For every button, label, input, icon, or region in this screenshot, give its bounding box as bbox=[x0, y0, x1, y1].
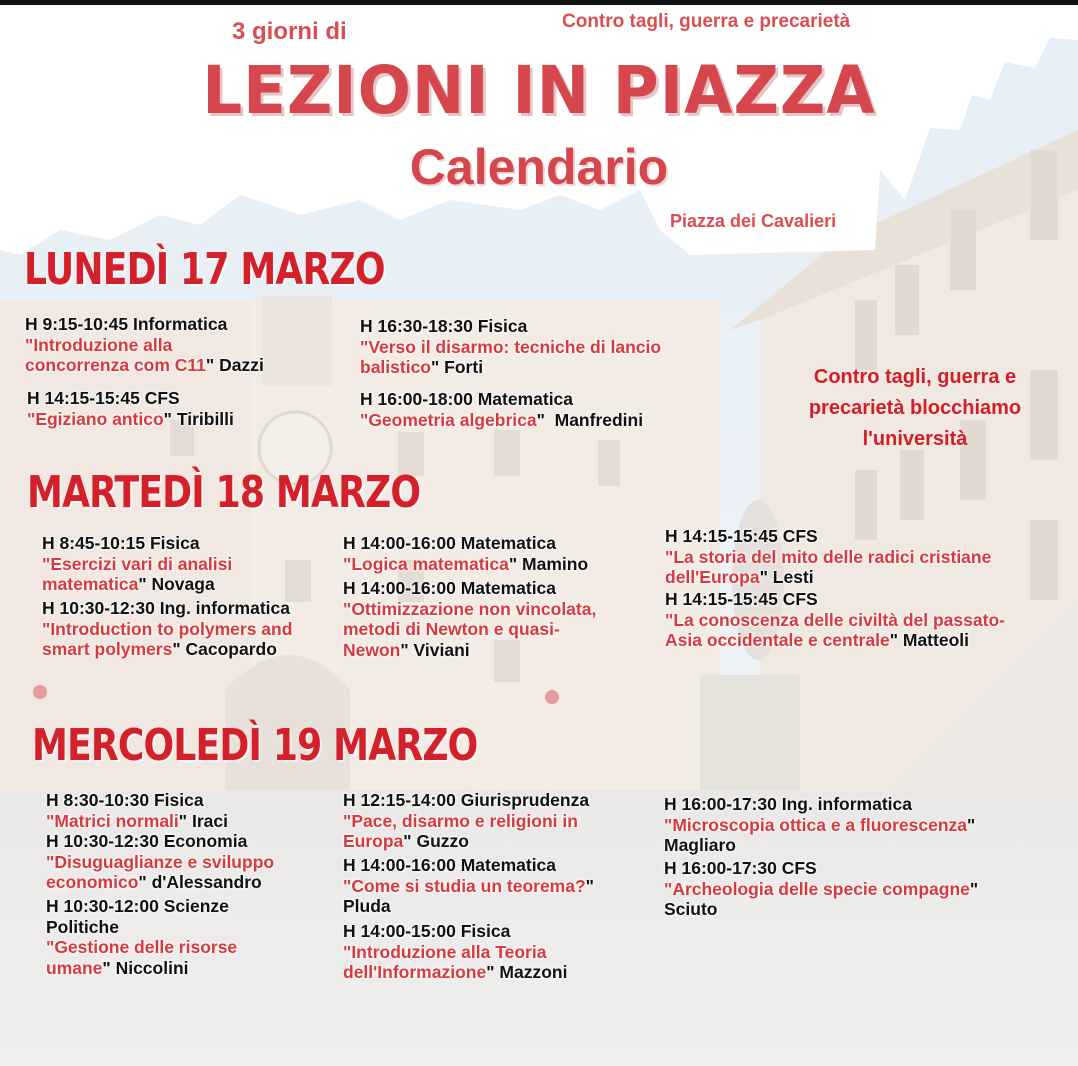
event-block: H 8:30-10:30 Fisica "Matrici normali" Iraci bbox=[46, 790, 228, 831]
event-speaker: d'Alessandro bbox=[151, 872, 262, 892]
event-time-subject: H 16:00-17:30 CFS bbox=[664, 858, 817, 878]
event-time-subject: H 10:30-12:00 Scienze bbox=[46, 896, 229, 916]
event-time-subject: H 16:30-18:30 Fisica bbox=[360, 316, 528, 336]
event-title: matematica bbox=[42, 574, 139, 594]
slogan-right bbox=[780, 362, 1050, 455]
event-speaker: Tiribilli bbox=[176, 408, 234, 429]
event-block: H 10:30-12:30 Economia "Disuguaglianze e sviluppo economico" d'Alessandro bbox=[46, 831, 275, 892]
poster-title: LEZIONI IN PIAZZA bbox=[202, 52, 876, 129]
event-block: H 8:45-10:15 Fisica "Esercizi vari di analisi matematica" Novaga bbox=[42, 533, 233, 594]
event-block: H 16:00-17:30 Ing. informatica "Microscopia ottica e a fluorescenza" Magliaro bbox=[664, 794, 976, 855]
event-time-subject: H 16:00-18:00 Matematica bbox=[360, 389, 574, 409]
event-block: H 14:00-16:00 Matematica "Ottimizzazione non vincolata, metodi di Newton e quasi- Newon" Viviani bbox=[343, 578, 597, 660]
slogan-top: Contro tagli, guerra e precarietà bbox=[562, 11, 851, 32]
event-title: La storia del mito delle radici cristiane bbox=[673, 546, 992, 567]
event-title: Matrici normali bbox=[54, 810, 179, 831]
event-title: Microscopia ottica e a fluorescenza bbox=[672, 814, 967, 835]
event-title: balistico bbox=[360, 357, 431, 377]
event-title: Esercizi vari di analisi bbox=[50, 553, 233, 574]
event-title: smart polymers bbox=[42, 639, 173, 659]
event-title: Europa bbox=[343, 831, 404, 851]
day-heading-wednesday: MERCOLEDÌ 19 MARZO bbox=[32, 720, 478, 771]
event-block: H 12:15-14:00 Giurisprudenza "Pace, disarmo e religioni in Europa" Guzzo bbox=[343, 790, 590, 851]
event-speaker: Magliaro bbox=[664, 835, 736, 855]
event-block: H 10:30-12:30 Ing. informatica "Introduction to polymers and smart polymers" Cacopardo bbox=[42, 598, 293, 659]
event-block: H 10:30-12:00 Scienze Politiche "Gestione delle risorse umane" Niccolini bbox=[46, 896, 238, 978]
event-title: dell'Informazione bbox=[343, 962, 487, 982]
event-block: H 16:30-18:30 Fisica "Verso il disarmo: tecniche di lancio balistico" Forti bbox=[360, 316, 662, 377]
event-time-subject: H 14:15-15:45 CFS bbox=[27, 388, 180, 408]
event-block: H 14:15-15:45 CFS "Egiziano antico" Tiribilli bbox=[27, 388, 234, 429]
top-border bbox=[0, 0, 1078, 5]
event-time-subject: H 12:15-14:00 Giurisprudenza bbox=[343, 790, 590, 810]
event-speaker: Guzzo bbox=[416, 831, 469, 851]
event-title: economico bbox=[46, 872, 139, 892]
event-speaker: Lesti bbox=[772, 567, 814, 587]
event-speaker: Viviani bbox=[413, 639, 470, 660]
event-speaker: Mamino bbox=[522, 553, 589, 574]
event-title: Come si studia un teorema? bbox=[351, 875, 586, 896]
slogan-line: l'università bbox=[862, 428, 968, 450]
event-title: Egiziano antico bbox=[35, 408, 164, 429]
event-block: H 14:00-15:00 Fisica "Introduzione alla Teoria dell'Informazione" Mazzoni bbox=[343, 921, 568, 982]
event-time-subject: H 10:30-12:30 Economia bbox=[46, 831, 248, 851]
day-heading-tuesday: MARTEDÌ 18 MARZO bbox=[27, 467, 421, 518]
event-block: H 16:00-17:30 CFS "Archeologia delle specie compagne" Sciuto bbox=[664, 858, 979, 919]
event-time-subject: H 10:30-12:30 Ing. informatica bbox=[42, 598, 290, 618]
event-block: H 16:00-18:00 Matematica "Geometria algebrica" Manfredini bbox=[360, 389, 644, 430]
event-time-subject: H 8:45-10:15 Fisica bbox=[42, 533, 200, 553]
event-title: umane bbox=[46, 957, 103, 978]
event-title: Introduction to polymers and bbox=[50, 618, 293, 639]
event-speaker: Dazzi bbox=[219, 355, 264, 375]
event-title: Asia occidentale e centrale bbox=[665, 630, 890, 650]
event-speaker: Iraci bbox=[191, 810, 228, 831]
event-time-subject: H 14:15-15:45 CFS bbox=[665, 526, 818, 546]
event-block: H 9:15-10:45 Informatica "Introduzione alla concorrenza com C11" Dazzi bbox=[25, 314, 264, 375]
event-title: Pace, disarmo e religioni in bbox=[351, 810, 578, 831]
event-speaker: Forti bbox=[444, 357, 484, 377]
event-speaker: Novaga bbox=[151, 574, 215, 594]
event-title: Geometria algebrica bbox=[368, 409, 537, 430]
event-speaker: Sciuto bbox=[664, 899, 718, 919]
event-time-subject: H 14:00-16:00 Matematica bbox=[343, 533, 557, 553]
event-title: Introduzione alla bbox=[33, 334, 173, 355]
event-speaker: Manfredini bbox=[554, 409, 644, 430]
event-speaker: Pluda bbox=[343, 896, 391, 916]
event-speaker: Matteoli bbox=[902, 630, 969, 650]
event-title: dell'Europa bbox=[665, 567, 760, 587]
event-speaker: Cacopardo bbox=[185, 639, 277, 659]
slogan-line: Contro tagli, guerra e bbox=[813, 366, 1017, 388]
event-time-subject: H 14:15-15:45 CFS bbox=[665, 589, 818, 609]
poster-subtitle: Calendario bbox=[409, 139, 669, 195]
event-title: Logica matematica bbox=[351, 553, 509, 574]
poster-kicker: 3 giorni di bbox=[232, 18, 347, 45]
event-block: H 14:00-16:00 Matematica "Logica matematica" Mamino bbox=[343, 533, 589, 574]
event-title: Gestione delle risorse bbox=[54, 937, 238, 957]
event-time-subject: H 14:00-15:00 Fisica bbox=[343, 921, 511, 941]
event-speaker: Niccolini bbox=[115, 957, 189, 978]
event-time-subject: H 14:00-16:00 Matematica bbox=[343, 855, 557, 875]
event-block: H 14:15-15:45 CFS "La storia del mito delle radici cristiane dell'Europa" Lesti bbox=[665, 526, 992, 587]
day-heading-monday: LUNEDÌ 17 MARZO bbox=[24, 244, 385, 295]
event-title: Introduzione alla Teoria bbox=[351, 941, 547, 962]
event-block: H 14:00-16:00 Matematica "Come si studia un teorema?" Pluda bbox=[343, 855, 594, 916]
event-title: Verso il disarmo: tecniche di lancio bbox=[368, 336, 662, 357]
event-title: Ottimizzazione non vincolata, bbox=[351, 598, 597, 619]
slogan-line: precarietà blocchiamo bbox=[808, 397, 1022, 419]
event-speaker: Mazzoni bbox=[499, 962, 568, 982]
event-title: Archeologia delle specie compagne bbox=[672, 878, 970, 899]
event-time-subject: H 14:00-16:00 Matematica bbox=[343, 578, 557, 598]
event-block: H 14:15-15:45 CFS "La conoscenza delle civiltà del passato- Asia occidentale e centrale" Matteoli bbox=[665, 589, 1005, 650]
event-time-subject: H 9:15-10:45 Informatica bbox=[25, 314, 228, 334]
event-title: La conoscenza delle civiltà del passato- bbox=[673, 609, 1005, 630]
event-time-subject: H 16:00-17:30 Ing. informatica bbox=[664, 794, 912, 814]
place-label: Piazza dei Cavalieri bbox=[670, 211, 837, 231]
event-time-subject: H 8:30-10:30 Fisica bbox=[46, 790, 204, 810]
event-title: concorrenza com C11 bbox=[25, 355, 206, 375]
event-title: Disuguaglianze e sviluppo bbox=[54, 851, 275, 872]
event-title: Newon bbox=[343, 639, 401, 660]
event-title: metodi di Newton e quasi- bbox=[343, 619, 560, 639]
event-time-subject: Politiche bbox=[46, 916, 119, 937]
